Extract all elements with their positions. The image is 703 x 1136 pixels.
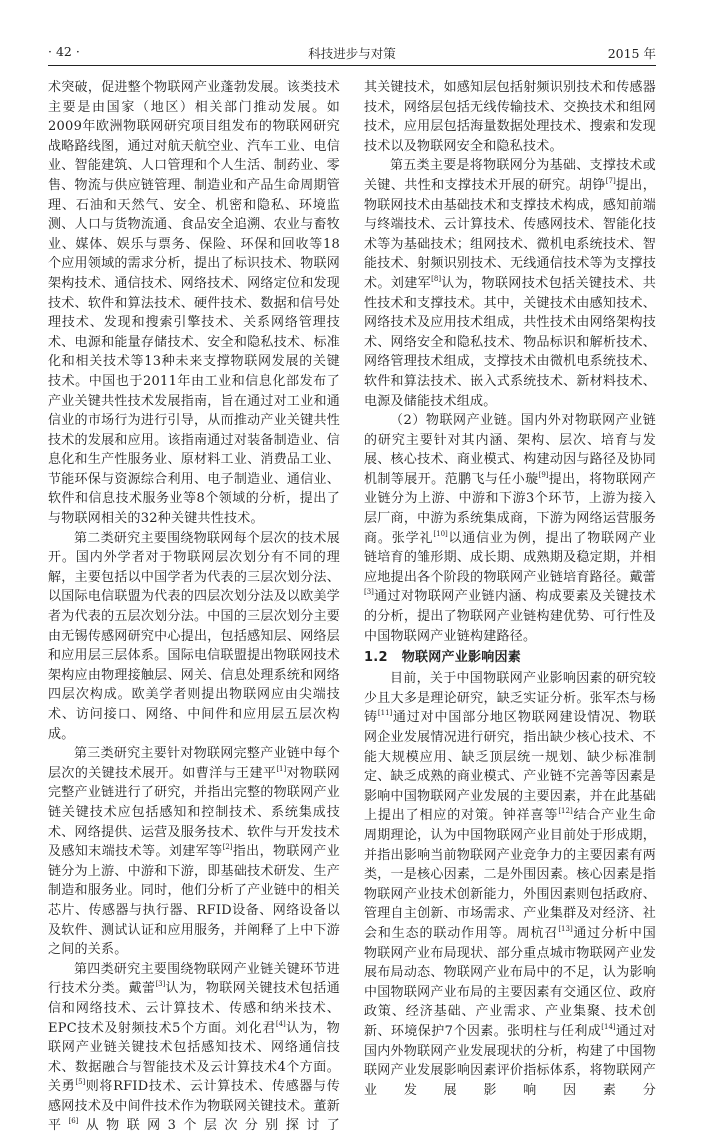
paragraph-text: 提出，将物联网产业链分为上游、中游和下游3个环节，上游为接入层厂商，中游为系统集成商，下游为网络运营服务商。张学礼 [364, 471, 656, 546]
paragraph-text: 通过分析中国物联网产业布局现状、部分重点城市物联网产业发展布局动态、物联网产业布局中的不足，认为影响中国物联网产业布局的主要因素有交通区位、政府政策、经济基础、产业需求、产业集聚、技术创新、环境保护7个因素。张明柱与任利成 [364, 925, 656, 1039]
citation-reference[interactable]: [14] [601, 1022, 616, 1031]
paragraph-text: 提出，物联网技术由基础技术和支撑技术构成，感知前端与终端技术、云计算技术、传感网技术、智能化技术等为基础技术；组网技术、微机电系统技术、智能技术、射频识别技术、无线通信技术等为支撑技术。刘建军 [364, 177, 656, 291]
paragraph-text: 认为，物联网产业链关键技术包括感知技术、网络通信技术、数据融合与智能技术及云计算技术4个方面。关勇 [48, 1020, 340, 1095]
paragraph-text: 认为，物联网技术包括关键技术、共性技术和支撑技术。其中，关键技术由感知技术、网络技术及应用技术组成，共性技术由网络架构技术、网络安全和隐私技术、物品标识和解析技术、网络管理技术组成，支撑技术由微机电系统技术、软件和算法技术、嵌入式系统技术、新材料技术、电源及储能技术组成。 [364, 275, 656, 409]
citation-reference[interactable]: [13] [558, 924, 573, 933]
paragraph-text: 其关键技术，如感知层包括射频识别技术和传感器技术，网络层包括无线传输技术、交换技术和组网技术，应用层包括海量数据处理技术、搜索和发现技术以及物联网安全和隐私技术。 [364, 80, 656, 154]
running-header [48, 44, 656, 64]
section-number: 1.2 [364, 650, 388, 666]
paragraph [48, 529, 340, 745]
citation-reference[interactable]: [1] [276, 764, 287, 773]
paragraph-text: 通过对国内外物联网产业发展现状的分析，构建了中国物联网产业发展影响因素评价指标体系，将物联网产业发展影响因素分 [364, 1023, 656, 1098]
citation-reference[interactable]: [12] [558, 807, 573, 816]
publication-year: 2015 年 [607, 46, 656, 61]
paragraph [364, 78, 656, 156]
section-title: 物联网产业影响因素 [401, 650, 522, 666]
paragraph [364, 669, 656, 1100]
section-heading [364, 648, 656, 668]
paragraph [48, 78, 340, 529]
paragraph [364, 411, 656, 646]
paragraph-text: 结合产业生命周期理论，认为中国物联网产业目前处于形成期，并指出影响当前物联网产业竞争力的主要因素有两类，一是核心因素，二是外围因素。核心因素是指物联网产业技术创新能力，外围因素则包括政府、管理自主创新、市场需求、产业集群及对经济、社会和生态的联动作用等。周杭召 [364, 808, 656, 941]
citation-reference[interactable]: [10] [433, 529, 448, 538]
citation-reference[interactable]: [7] [605, 176, 616, 185]
paragraph-text: 第二类研究主要围绕物联网每个层次的技术展开。国内外学者对于物联网层次划分有不同的理解，主要包括以中国学者为代表的三层次划分法、以国际电信联盟为代表的四层次划分法及以欧美学者为代表的五层次划分法。中国的三层次划分主要由无锡传感网研究中心提出，包括感知层、网络层和应用层三层体系。国际电信联盟提出物联网技术架构应由物理接触层、网关、信息处理系统和网络四层次构成。欧美学者则提出物联网应由尖端技术、访问接口、网络、中间件和应用层五层次构成。 [48, 530, 340, 742]
right-column [364, 78, 656, 1100]
header-rule [48, 65, 656, 66]
paragraph-text: 从物联网3个层次分别探讨了 [78, 1118, 340, 1134]
citation-reference[interactable]: [2] [222, 843, 233, 852]
paragraph-text: 目前，关于中国物联网产业影响因素的研究较少且大多是理论研究，缺乏实证分析。张军杰与杨铸 [364, 671, 656, 726]
paragraph [48, 744, 340, 960]
paragraph-text: 对物联网完整产业链进行了研究，并指出完整的物联网产业链关键技术应包括感知和控制技术、系统集成技术、网络提供、运营及服务技术、软件与开发技术及感知末端技术等。刘建军等 [48, 765, 340, 860]
citation-reference[interactable]: [3] [155, 980, 166, 989]
citation-reference[interactable]: [5] [75, 1078, 86, 1087]
paragraph-text: 第四类研究主要围绕物联网产业链关键环节进行技术分类。戴蕾 [48, 961, 340, 997]
citation-reference[interactable]: [6] [68, 1117, 79, 1126]
paragraph-text: 以通信业为例，提出了物联网产业链培育的雏形期、成长期、成熟期及稳定期，并相应地提出各个阶段的物联网产业链培育路径。戴蕾 [364, 530, 656, 585]
paragraph-text: 通过对物联网产业链内涵、构成要素及关键技术的分析，提出了物联网产业链构建优势、可行性及中国物联网产业链构建路径。 [364, 589, 656, 644]
page-number: · 42 · [48, 44, 80, 59]
left-column [48, 78, 340, 1136]
paragraph-text: 第三类研究主要针对物联网完整产业链中每个层次的关键技术展开。如曹洋与王建平 [48, 746, 340, 781]
journal-title: 科技进步与对策 [308, 46, 396, 61]
paragraph [48, 960, 340, 1136]
paragraph-text: 第五类主要是将物联网分为基础、支撑技术或关键、共性和支撑技术开展的研究。胡铮 [364, 158, 656, 193]
paragraph-text: （2）物联网产业链。国内外对物联网产业链的研究主要针对其内涵、架构、层次、培育与发展、核心技术、商业模式、构建动因与路径及协同机制等展开。范鹏飞与任小璇 [364, 413, 656, 487]
paragraph-text: 指出，物联网产业链分为上游、中游和下游，即基础技术研发、生产制造和服务业。同时，他们分析了产业链中的相关芯片、传感器与执行器、RFID设备、网络设备以及软件、测试认证和应用服务，并阐释了上中下游之间的关系。 [48, 844, 340, 958]
paragraph-text: 通过对中国部分地区物联网建设情况、物联网企业发展情况进行研究，指出缺少核心技术、不能大规模应用、缺乏顶层统一规划、缺少标准制定、缺乏成熟的商业模式、产业链不完善等因素是影响中国物联网产业发展的主要因素，并在此基础上提出了相应的对策。钟祥喜等 [364, 710, 656, 824]
paragraph-text: 则将RFID技术、云计算技术、传感器与传感网技术及中间件技术作为物联网关键技术。董新平 [48, 1079, 340, 1134]
citation-reference[interactable]: [8] [431, 274, 442, 283]
paragraph [364, 156, 656, 411]
citation-reference[interactable]: [4] [275, 1019, 286, 1028]
paragraph-text: 术突破，促进整个物联网产业蓬勃发展。该类技术主要是由国家（地区）相关部门推动发展。如2009年欧洲物联网研究项目组发布的物联网研究战略路线图，通过对航天航空业、汽车工业、电信业、智能建筑、人口管理和个人生活、制药业、零售、物流与供应链管理、制造业和产品生命周期管理、石油和天然气、安全、机密和隐私、环境监测、人口与货物流通、食品安全追溯、农业与畜牧业、媒体、娱乐与票务、保险、环保和回收等18个应用领域的需求分析，提出了标识技术、物联网架构技术、通信技术、网络技术、网络定位和发现技术、软件和算法技术、硬件技术、数据和信号处理技术、发现和搜索引擎技术、关系网络管理技术、电源和能量存储技术、安全和隐私技术、标准化和相关技术等13种未来支撑物联网发展的关键技术。中国也于2011年由工业和信息化部发布了产业关键共性技术发展指南，旨在通过对工业和通信业的市场行为进行引导，从而推动产业关键共性技术的发展和应用。该指南通过对装备制造业、信息化和生产性服务业、原材料工业、消费品工业、节能环保与资源综合利用、电子制造业、通信业、软件和信息技术服务业等8个领域的分析，提出了与物联网相关的32种关键共性技术。 [48, 80, 340, 527]
citation-reference[interactable]: [11] [377, 709, 393, 718]
citation-reference[interactable]: [3] [364, 588, 374, 597]
citation-reference[interactable]: [9] [538, 470, 549, 479]
paragraph-text: 认为，物联网关键技术包括通信和网络技术、云计算技术、传感和纳米技术、EPC技术及射频技术5个方面。刘化君 [48, 981, 340, 1036]
